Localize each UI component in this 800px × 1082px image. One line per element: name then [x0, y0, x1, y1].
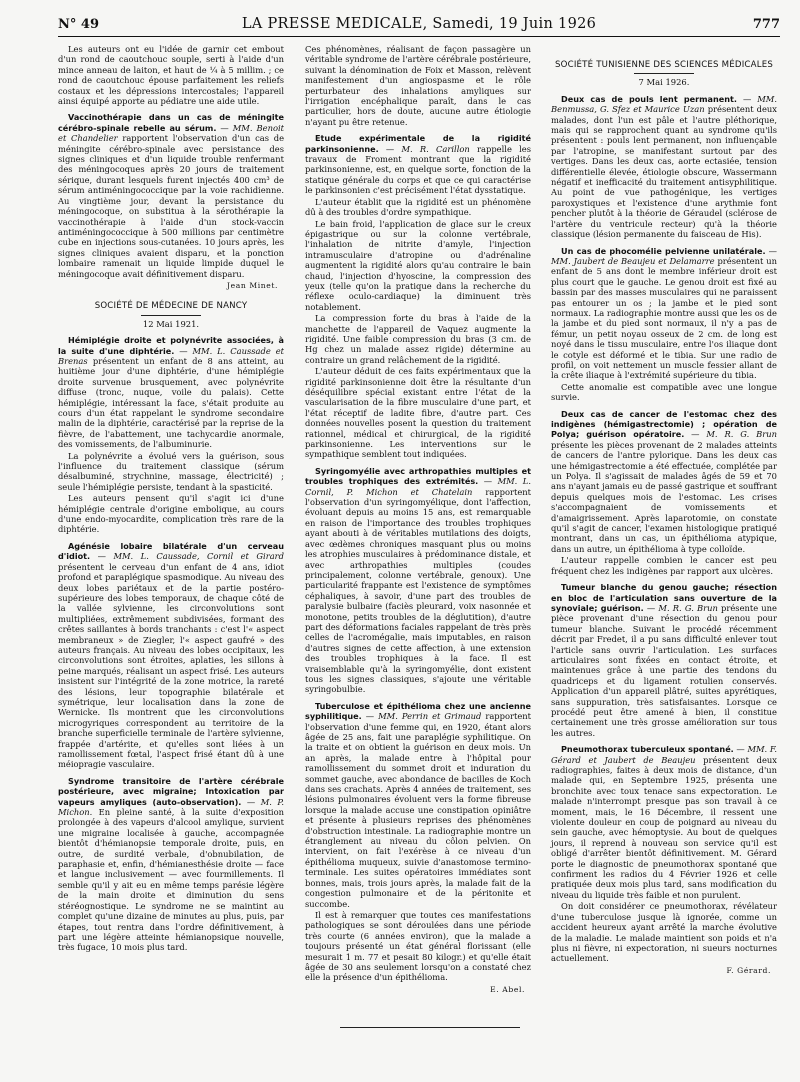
- article-syringomyelie: Syringomyélie avec arthropathies multiples et troubles trophiques des extrémités. — MM. L. Cornil, P. Michon et Chatelain rapportent l'observation d'un syringomyélique, dont l'affection, évoluant depuis au moins 15 ans, est remarquable en raison de l'importance des troubles trophiques ayant abouti à de véritables mutilations des doigts, avec œdèmes chroniques masquant plus ou moins les atrophies musculaires à prédominance distale, et avec arthropathies multiples (coudes principalement, colonne vertébrale, genoux). Une particularité frappante est l'existence de symptômes céphaliques, à savoir, d'une part des troubles de paralysie bulbaire (faciès pleurard, voix nasonnée et monotone, petits troubles de la déglutition), d'autre part des déformations faciales rappelant de très près celles de l'acromégalie, mais imputables, en raison d'autres signes de cette affection, à une extension des troubles trophiques à la face. Il est vraisemblable qu'à la syringomyélie, dont existent tous les signes classiques, s'ajoute une véritable syringobulbie.: [305, 465, 531, 695]
- article-syndrome-transitoire: Syndrome transitoire de l'artère cérébrale postérieure, avec migraine; Intoxication par vapeurs amyliques (auto-observation). — M. P. Michon. En pleine santé, à la suite d'exposition prolongée à des vapeurs d'alcool amylique, survient une migraine localisée à gauche, accompagnée bientôt d'hémianopsie temporale droite, puis, en outre, de surdité verbale, d'obnubilation, de paraphasie et, enfin, d'hémianesthésie droite — face et langue inclusivement — avec fourmillements. Il semble qu'il y ait eu en même temps parésie légère de la main droite et diminution du sens stéréognostique. Le syndrome ne se maintint au complet qu'une dizaine de minutes au plus, puis, par étapes, tout rentra dans l'ordre définitivement, à part une légère atteinte hémianopsique nouvelle, très fugace, 10 mois plus tard.: [58, 775, 284, 953]
- society-heading: SOCIÉTÉ TUNISIENNE DES SCIENCES MÉDICALES: [555, 60, 773, 70]
- article-hemiplegie: Hémiplégie droite et polynévrite associées, à la suite d'une diphtérie. — MM. L. Caussade et Brenas présentent un enfant de 8 ans atteint, au huitième jour d'une diphtérie, d'une hémiplégie droite survenue brusquement, avec polynévrite diffuse (tronc, nuque, voile du palais). Cette hémiplégie, intéressant la face, s'était produite au cours d'un état rappelant le syndrome secondaire malin de la diphtérie, caractérisé par la reprise de la fièvre, de l'abattement, une tachycardie anormale, des vomissements, de l'albuminurie.: [58, 335, 285, 450]
- article-authors: M. P. Michon.: [58, 796, 284, 818]
- article-title: Hémiplégie droite et polynévrite associées, à la suite d'une diphtérie.: [58, 335, 284, 356]
- article-authors: MM. L. Caussade, Cornil et Girard: [113, 551, 284, 562]
- article-title: Syringomyélie avec arthropathies multiples et troubles trophiques des extrémités.: [305, 465, 531, 487]
- article-title: Tuberculose et épithélioma chez une ancienne syphilitique.: [305, 700, 531, 722]
- society-date: 7 Mai 1926.: [638, 77, 690, 88]
- article-body: présente une pièce provenant d'une résection du genou pour tumeur blanche. Suivant le procédé récemment décrit par Fredet, il a pu sans difficulté enlever tout l'article sans ouvrir l'articulation. Les surfaces articulaires sont fixées en contact étroite, et maintenues grâce à une partie des tendons du quadriceps et du ligament rotulien conservés. Application d'un appareil plâtré, suites apyrétiques, sans suppuration, très satisfaisantes. Lorsque ce procédé peut être amené à bien, il constitue certainement une très grosse amélioration sur tous les autres.: [551, 602, 777, 738]
- article-tuberculose: Tuberculose et épithélioma chez une ancienne syphilitique. — MM. Perrin et Grimaud rapportent l'observation d'une femme qui, en 1920, étant alors âgée de 25 ans, fait une paraplégie syphilitique. On la traite et on obtient la guérison en deux mois. Un an après, la malade entre à l'hôpital pour ramollissement du sommet droit et induration du sommet gauche, avec abondance de bacilles de Koch dans ses crachats. Après 4 années de traitement, ses lésions pulmonaires évoluent vers la forme fibreuse lorsque la malade accuse une constipation opiniâtre et présente à plusieurs reprises des phénomènes d'obstruction intestinale. La radiographie montre un étranglement au niveau du côlon pelvien. On intervient, on fait l'exérèse à ce niveau d'un épithélioma muqueux, suivie d'anastomose termino-terminale. Les suites opératoires immédiates sont bonnes, mais, trois jours après, la malade fait de la congestion pulmonaire et de la péritonite et succombe.: [305, 700, 532, 909]
- article-title: Pneumothorax tuberculeux spontané.: [561, 744, 734, 755]
- article-title: Deux cas de pouls lent permanent.: [561, 93, 737, 104]
- article-body: rappelle les travaux de Froment montrant que la rigidité parkinsonienne, est, en quelque sorte, fonction de la statique générale du corps et que ce qui caractérise le parkinsonien c'est précisément l'état dysstatique.: [305, 143, 531, 196]
- article-authors: MM. L. Cornil, P. Michon et Chatelain: [305, 476, 531, 497]
- article-authors: M. R. G. Brun: [658, 602, 718, 613]
- article-pneumothorax: Pneumothorax tuberculeux spontané. — MM. F. Gérard et Jaubert de Beaujeu présentent deux radiographies, faites à deux mois de distance, d'un malade qui, en Septembre 1925, présenta une bronchite avec toux tenace sans expectoration. Le malade n'interrompt presque pas son travail à ce moment, mais, le 16 Décembre, il ressent une violente douleur en coup de poignard au niveau du sein gauche, avec hémoptysie. Au bout de quelques jours, il reprend à nouveau son service qu'il est obligé d'arrêter bientôt définitivement. M. Gérard porte le diagnostic de pneumothorax spontané que confirment les radios du 4 Février 1926 et celle pratiquée deux mois plus tard, sans modification du niveau du liquide très faible et non purulent.: [551, 744, 777, 900]
- paragraph: L'auteur établit que la rigidité est un phénomène dû à des troubles d'ordre sympathique.: [305, 196, 531, 218]
- article-body: présentent deux radiographies, faites à deux mois de distance, d'un malade qui, en Septembre 1925, présenta une bronchite avec toux tenace sans expectoration. Le malade n'interrompt presque pas son travail à ce moment, mais, le 16 Décembre, il ressent une violente douleur en coup de poignard au niveau du sein gauche, avec hémoptysie. Au bout de quelques jours, il reprend à nouveau son service qu'il est obligé d'arrêter bientôt définitivement. M. Gérard porte le diagnostic de pneumothorax spontané que confirment les radios du 4 Février 1926 et celle pratiquée deux mois plus tard, sans modification du niveau du liquide très faible et non purulent.: [551, 754, 777, 900]
- paragraph: La compression forte du bras à l'aide de la manchette de l'appareil de Vaquez augmente la rigidité. Une faible compression du bras (3 cm. de Hg chez un malade assez rigide) détermine au contraire un grand relâchement de la rigidité.: [305, 313, 531, 365]
- article-authors: M. R. G. Brun: [706, 429, 777, 440]
- article-body: présentent le cerveau d'un enfant de 4 ans, idiot profond et paraplégique spasmodique. Au niveau des deux lobes pariétaux et de la partie postéro-supérieure des lobes temporaux, de chaque côté de la vallée sylvienne, les circonvolutions sont multipliées, extrêmement subdivisées, formant des crêtes saillantes à bords tranchants : c'est l'« aspect membraneux » de Ziegler, l'« aspect gaufré » des auteurs français. Au niveau des lobes occipitaux, les circonvolutions sont étroites, aplaties, les sillons à peine marqués, réalisant un aspect frisé. Les auteurs insistent sur l'intégrité de la zone motrice, la rareté des lésions, leur topographie bilatérale et symétrique, leur localisation dans la zone de Wernicke. Ils montrent que les circonvolutions microgyriques correspondent au territoire de la branche superficielle terminale de l'artère sylvienne, frappée d'artérite, et qu'elles sont liées à un ramollissement fœtal, l'aspect frisé étant dû à une méiopragie vasculaire.: [58, 561, 284, 770]
- paragraph: On doit considérer ce pneumothorax, révélateur d'une tuberculose jusque là ignorée, comme un accident heureux ayant arrêté la marche évolutive de la maladie. Le malade maintient son poids et n'a plus ni fièvre, ni expectoration, ni sueurs nocturnes actuellement.: [551, 901, 777, 964]
- article-rigidite: Etude expérimentale de la rigidité parkinsonienne. — M. R. Carillon rappelle les travaux de Froment montrant que la rigidité parkinsonienne, est, en quelque sorte, fonction de la statique générale du corps et que ce qui caractérise le parkinsonien c'est précisément l'état dysstatique.: [305, 133, 531, 196]
- article-tumeur-blanche: Tumeur blanche du genou gauche; résection en bloc de l'articulation sans ouverture de la synoviale; guérison. — M. R. G. Brun présente une pièce provenant d'une résection du genou pour tumeur blanche. Suivant le procédé récemment décrit par Fredet, il a pu sans difficulté enlever tout l'article sans ouvrir l'articulation. Les surfaces articulaires sont fixées en contact étroite, et maintenues grâce à une partie des tendons du quadriceps et du ligament rotulien conservés. Application d'un appareil plâtré, suites apyrétiques, sans suppuration, très satisfaisantes. Lorsque ce procédé peut être amené à bien, il constitue certainement une très grosse amélioration sur tous les autres.: [551, 582, 777, 738]
- society-date: 12 Mai 1921.: [142, 318, 200, 329]
- article-pouls-lent: Deux cas de pouls lent permanent. — MM. Benmussa, G. Sfez et Maurice Uzan présentent deux malades, dont l'un est pâle et l'autre pléthorique, mais qui se rapprochent quant au syndrome qu'ils présentent : pouls lent permanent, non influençable par l'atropine, se manifestant surtout par des vertiges. Dans les deux cas, aorte ectasiée, tension différentielle élevée, étiologie obscure, Wassermann négatif et inefficacité du traitement antisyphilitique. Au point de vue pathogénique, les vertiges paroxystiques et l'existence d'une arythmie font pencher plutôt à la théorie de Géraudel (sclérose de l'artère du ventricule recteur) qu'à la théorie classique (lésion permanente du faisceau de His).: [551, 93, 778, 240]
- article-body: présentent un enfant de 8 ans atteint, au huitième jour d'une diphtérie, d'une hémiplégie droite survenue brusquement, avec polynévrite diffuse (tronc, nuque, voile du palais). Cette hémiplégie, intéressant la face, s'était produite au cours d'un état rappelant le syndrome secondaire malin de la diphtérie, caractérisé par la reprise de la fièvre, de l'abattement, une tachycardie anormale, des vomissements, de l'albuminurie.: [58, 355, 284, 450]
- column-right: [551, 44, 777, 977]
- paragraph: L'auteur déduit de ces faits expérimentaux que la rigidité parkinsonienne doit être la résultante d'un déséquilibre spécial existant entre l'état de la vascularisation de la fibre musculaire d'une part, et l'état réceptif de ladite fibre, d'autre part. Ces données nouvelles posent la question du traitement rationnel, médical et chirurgical, de la rigidité parkinsonienne. Les interventions sur le sympathique semblent tout indiquées.: [305, 366, 531, 460]
- journal-title: LA PRESSE MEDICALE, Samedi, 19 Juin 1926: [241, 16, 597, 32]
- paragraph: Les auteurs ont eu l'idée de garnir cet embout d'un rond de caoutchouc souple, serti à l'aide d'un mince anneau de laiton, et haut de ¼ à 5 millim. ; ce rond de caoutchouc épouse parfaitement les reliefs costaux et les dépressions intercostales; l'appareil ainsi équipé apporte au pédiatre une aide utile.: [58, 44, 284, 107]
- article-authors: MM. Jaubert de Beaujeu et Delamarre: [551, 255, 715, 266]
- article-body: En pleine santé, à la suite d'exposition prolongée à des vapeurs d'alcool amylique, survient une migraine localisée à gauche, accompagnée bientôt d'hémianopsie temporale droite, puis, en outre, de surdité verbale, d'obnubilation, de paraphasie et, enfin, d'hémianesthésie droite — face et langue inclusivement — avec fourmillements. Il semble qu'il y ait eu en même temps parésie légère de la main droite et diminution du sens stéréognostique. Le syndrome ne se maintint au complet qu'une dizaine de minutes au plus, puis, par étapes, tout rentra dans l'ordre définitivement, à part une légère atteinte hémianopsique nouvelle, très fugace, 10 mois plus tard.: [58, 807, 284, 953]
- article-body: présentent un enfant de 5 ans dont le membre inférieur droit est plus court que le gauche. Le genou droit est fixé au bassin par des masses musculaires qui ne paraissent pas entourer un os ; la jambe et le pied sont normaux. La radiographie montre aussi que les os de la jambe et du pied sont normaux, il n'y a pas de fémur, un petit noyau osseux de 2 cm. de long est noyé dans le tissu musculaire, entre l'os iliaque dont le cotyle est déformé et le tibia. Sur une radio de profil, on voit nettement un muscle fessier allant de la crête iliaque à l'extrémité supérieure du tibia.: [551, 255, 778, 381]
- signature: Jean Minet.: [226, 280, 278, 290]
- article-title: Un cas de phocomélie pelvienne unilatérale.: [561, 245, 766, 256]
- article-title: Vaccinothérapie dans un cas de méningite cérébro-spinale rebelle au sérum.: [58, 112, 284, 133]
- article-body: présentent deux malades, dont l'un est pâle et l'autre pléthorique, mais qui se rapprochent quant au syndrome qu'ils présentent : pouls lent permanent, non influençable par l'atropine, se manifestant surtout par des vertiges. Dans les deux cas, aorte ectasiée, tension différentielle élevée, étiologie obscure, Wassermann négatif et inefficacité du traitement antisyphilitique. Au point de vue pathogénique, les vertiges paroxystiques et l'existence d'une arythmie font pencher plutôt à la théorie de Géraudel (sclérose de l'artère du ventricule recteur) qu'à la théorie classique (lésion permanente du faisceau de His).: [551, 104, 778, 240]
- paragraph: Ces phénomènes, réalisant de façon passagère un véritable syndrome de l'artère cérébrale postérieure, suivant la dénomination de Foix et Masson, relèvent manifestement d'un angiospasme et le rôle perturbateur des inhalations amyliques sur l'irrigation encéphalique paraît, dans le cas particulier, hors de doute, aucune autre étiologie n'ayant pu être retenue.: [305, 44, 531, 127]
- article-title: Syndrome transitoire de l'artère cérébrale postérieure, avec migraine; Intoxication par vapeurs amyliques (auto-observation).: [58, 775, 284, 807]
- column-middle: [305, 44, 531, 996]
- article-authors: MM. Perrin et Grimaud: [378, 711, 482, 722]
- paragraph: La polynévrite a évolué vers la guérison, sous l'influence du traitement classique (sérum désalbuminé, strychnine, massage, électricité) ; seule l'hémiplégie persiste, tendant à la spasticité.: [58, 450, 284, 492]
- article-authors: MM. Benmussa, G. Sfez et Maurice Uzan: [551, 93, 778, 115]
- article-title: Tumeur blanche du genou gauche; résection en bloc de l'articulation sans ouverture de la synoviale; guérison.: [551, 582, 777, 613]
- column-left: [58, 44, 284, 954]
- article-authors: MM. L. Caussade et Brenas: [58, 345, 285, 366]
- paragraph: Les auteurs pensent qu'il s'agit ici d'une hémiplégie centrale d'origine embolique, au cours d'une endo-myocardite, complication très rare de la diphtérie.: [58, 493, 284, 535]
- article-body: présente les pièces provenant de 2 malades atteints de cancers de l'antre pylorique. Dans les deux cas une hémigastrectomie a été effectuée, complétée par un Polya. Il s'agissait de malades âgés de 59 et 70 ans n'ayant jamais eu de passé gastrique et souffrant depuis quelques mois de l'estomac. Les crises s'accompagnaient de vomissements et d'amaigrissement. Après laparotomie, on constate qu'il s'agit de cancer, l'examen histologique pratiqué montrant, dans un cas, un épithélioma atypique, dans un autre, un épithélioma à type colloïde.: [551, 439, 777, 554]
- paragraph: L'auteur rappelle combien le cancer est peu fréquent chez les indigènes par rapport aux ulcères.: [551, 555, 777, 576]
- signature: F. Gérard.: [726, 965, 771, 975]
- paragraph: Le bain froid, l'application de glace sur le creux épigastrique ou sur la colonne vertébrale, l'inhalation de nitrite d'amyle, l'injection intramusculaire d'atropine ou d'adrénaline augmentent la rigidité alors qu'au contraire le bain chaud, l'injection d'hyoscine, la compression des yeux (telle qu'on la pratique dans la recherche du réflexe oculo-cardiaque) la diminuent très notablement.: [305, 218, 531, 312]
- divider: [141, 315, 201, 316]
- article-phocomelie: Un cas de phocomélie pelvienne unilatérale. — MM. Jaubert de Beaujeu et Delamarre présentent un enfant de 5 ans dont le membre inférieur droit est plus court que le gauche. Le genou droit est fixé au bassin par des masses musculaires qui ne paraissent pas entourer un os ; la jambe et le pied sont normaux. La radiographie montre aussi que les os de la jambe et du pied sont normaux, il n'y a pas de fémur, un petit noyau osseux de 2 cm. de long est noyé dans le tissu musculaire, entre l'os iliaque dont le cotyle est déformé et le tibia. Sur une radio de profil, on voit nettement un muscle fessier allant de la crête iliaque à l'extrémité supérieure du tibia.: [551, 245, 778, 381]
- page-header: [58, 14, 780, 37]
- paragraph: Cette anomalie est compatible avec une longue survie.: [551, 381, 777, 403]
- article-title: Deux cas de cancer de l'estomac chez des indigènes (hémigastrectomie) ; opération de Polya; guérison opératoire.: [551, 408, 777, 440]
- page-number: 777: [752, 17, 780, 32]
- bottom-divider: [340, 1027, 520, 1028]
- article-body: rapportent l'observation d'un syringomyélique, dont l'affection, évoluant depuis au moins 15 ans, est remarquable en raison de l'importance des troubles trophiques ayant abouti à de véritables mutilations des doigts, avec œdèmes chroniques masquant plus ou moins les atrophies musculaires à prédominance distale, et avec arthropathies multiples (coudes principalement, colonne vertébrale, genoux). Une particularité frappante est l'existence de symptômes céphaliques, à savoir, d'une part des troubles de paralysie bulbaire (faciès pleurard, voix nasonnée et monotone, petits troubles de la déglutition), d'autre part des déformations faciales rappelant de très près celles de l'acromégalie, mais imputables, en raison d'autres signes de cette affection, à une extension des troubles trophiques à la face. Il est vraisemblable qu'à la syringomyélie, dont existent tous les signes classiques, s'ajoute une véritable syringobulbie.: [305, 486, 531, 695]
- article-body: rapportent l'observation d'une femme qui, en 1920, étant alors âgée de 25 ans, fait une paraplégie syphilitique. On la traite et on obtient la guérison en deux mois. Un an après, la malade entre à l'hôpital pour ramollissement du sommet droit et induration du sommet gauche, avec abondance de bacilles de Koch dans ses crachats. Après 4 années de traitement, ses lésions pulmonaires évoluent vers la forme fibreuse lorsque la malade accuse une constipation opiniâtre et présente à plusieurs reprises des phénomènes d'obstruction intestinale. La radiographie montre un étranglement au niveau du côlon pelvien. On intervient, on fait l'exérèse à ce niveau d'un épithélioma muqueux, suivie d'anastomose termino-terminale. Les suites opératoires immédiates sont bonnes, mais, trois jours après, la malade fait de la congestion pulmonaire et de la péritonite et succombe.: [305, 711, 532, 909]
- paragraph: Il est à remarquer que toutes ces manifestations pathologiques se sont déroulées dans une période très courte (6 années environ), que la malade a toujours présenté un état général florissant (elle mesurait 1 m. 77 et pesait 80 kilogr.) et qu'elle était âgée de 30 ans seulement lorsqu'on a constaté chez elle la présence d'un épithélioma.: [305, 909, 531, 983]
- article-agenesie: Agénésie lobaire bilatérale d'un cerveau d'idiot. — MM. L. Caussade, Cornil et Girard présentent le cerveau d'un enfant de 4 ans, idiot profond et paraplégique spasmodique. Au niveau des deux lobes pariétaux et de la partie postéro-supérieure des lobes temporaux, de chaque côté de la vallée sylvienne, les circonvolutions sont multipliées, extrêmement subdivisées, formant des crêtes saillantes à bords tranchants : c'est l'« aspect membraneux » de Ziegler, l'« aspect gaufré » des auteurs français. Au niveau des lobes occipitaux, les circonvolutions sont étroites, aplaties, les sillons à peine marqués, réalisant un aspect frisé. Les auteurs insistent sur l'intégrité de la zone motrice, la rareté des lésions, leur topographie bilatérale et symétrique, leur localisation dans la zone de Wernicke. Ils montrent que les circonvolutions microgyriques correspondent au territoire de la branche superficielle terminale de l'artère sylvienne, frappée d'artérite, et qu'elles sont liées à un ramollissement fœtal, l'aspect frisé étant dû à une méiopragie vasculaire.: [58, 540, 284, 770]
- issue-number: N° 49: [58, 17, 99, 32]
- divider: [634, 73, 694, 74]
- signature: E. Abel.: [490, 984, 525, 994]
- article-cancer-estomac: Deux cas de cancer de l'estomac chez des indigènes (hémigastrectomie) ; opération de Polya; guérison opératoire. — M. R. G. Brun présente les pièces provenant de 2 malades atteints de cancers de l'antre pylorique. Dans les deux cas une hémigastrectomie a été effectuée, complétée par un Polya. Il s'agissait de malades âgés de 59 et 70 ans n'ayant jamais eu de passé gastrique et souffrant depuis quelques mois de l'estomac. Les crises s'accompagnaient de vomissements et d'amaigrissement. Après laparotomie, on constate qu'il s'agit de cancer, l'examen histologique pratiqué montrant, dans un cas, un épithélioma atypique, dans un autre, un épithélioma à type colloïde.: [551, 408, 777, 554]
- article-authors: M. R. Carillon: [401, 143, 470, 154]
- article-title: Agénésie lobaire bilatérale d'un cerveau d'idiot.: [58, 540, 284, 562]
- article-body: rapportent l'observation d'un cas de méningite cérébro-spinale avec persistance des signes cliniques et d'un liquide trouble renfermant des méningocoques après 20 jours de traitement sérique, durant lesquels furent injectés 400 cm³ de sérum antiméningococcique par la voie rachidienne. Au vingtième jour, devant la persistance du méningocoque, on substitua à la sérothérapie la vaccinothérapie à l'aide d'un stock-vaccin antiméningococcique à 500 millions par centimètre cube en injections sous-cutanées. 10 jours après, les signes cliniques avaient disparu, et la ponction lombaire ramenait un liquide limpide duquel le méningocoque avait définitivement disparu.: [58, 133, 285, 279]
- article-authors: MM. Benoit et Chandelier: [58, 122, 284, 144]
- society-heading: SOCIÉTÉ DE MÉDECINE DE NANCY: [94, 301, 248, 312]
- article-authors: MM. F. Gérard et Jaubert de Beaujeu: [551, 744, 777, 765]
- article-vaccinotherapie: Vaccinothérapie dans un cas de méningite cérébro-spinale rebelle au sérum. — MM. Benoit et Chandelier rapportent l'observation d'un cas de méningite cérébro-spinale avec persistance des signes cliniques et d'un liquide trouble renfermant des méningocoques après 20 jours de traitement sérique, durant lesquels furent injectés 400 cm³ de sérum antiméningococcique par la voie rachidienne. Au vingtième jour, devant la persistance du méningocoque, on substitua à la sérothérapie la vaccinothérapie à l'aide d'un stock-vaccin antiméningococcique à 500 millions par centimètre cube en injections sous-cutanées. 10 jours après, les signes cliniques avaient disparu, et la ponction lombaire ramenait un liquide limpide duquel le méningocoque avait définitivement disparu.: [58, 112, 285, 279]
- article-title: Etude expérimentale de la rigidité parkinsonienne.: [305, 133, 531, 154]
